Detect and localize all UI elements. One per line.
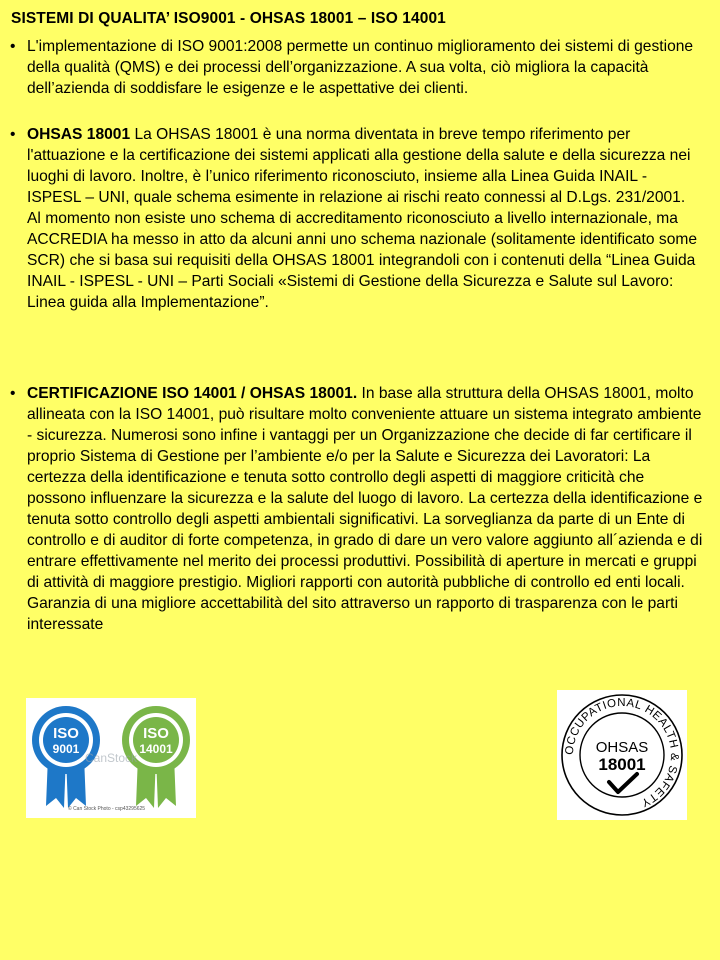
- bullet-dot: •: [10, 126, 16, 143]
- bullet-heading: OHSAS 18001: [27, 126, 131, 143]
- iso-badges-logo: [26, 698, 196, 818]
- bullet-text: [27, 383, 705, 635]
- bullet-body: La OHSAS 18001 è una norma diventata in breve tempo riferimento per l'attuazione e la certificazione dei sistemi applicati alla gestione della salute e della sicurezza nei luoghi di lavoro. Inoltre, è l’unico riferimento riconosciuto, insieme alla Linea Guida INAIL - ISPESL – UNI, quale schema esimente in relazione ai rischi reato connessi al D.Lgs. 231/2001.: [27, 126, 691, 206]
- bullet-dot: •: [10, 385, 16, 402]
- bullet-certificazione: [10, 383, 705, 635]
- bullet-ohsas18001: [10, 124, 705, 313]
- iso-14001-line2: 14001: [139, 742, 173, 756]
- iso-9001-line1: ISO: [53, 725, 79, 742]
- watermark-text: CanStock: [84, 751, 138, 765]
- page-title: SISTEMI DI QUALITA’ ISO9001 - OHSAS 18001 – ISO 14001: [11, 10, 446, 27]
- bullet-body: L'implementazione di ISO 9001:2008 permette un continuo miglioramento dei sistemi di gestione della qualità (QMS) e dei processi dell’organizzazione. A sua volta, ciò migliora la capacità dell’azienda di soddisfare le esigenze e le aspettative dei clienti.: [27, 38, 694, 97]
- bullet-text: [27, 36, 705, 99]
- ohsas-seal-logo: [557, 690, 687, 820]
- ohsas-ring-text: OCCUPATIONAL HEALTH & SAFETY: [563, 696, 681, 809]
- bullet-heading: CERTIFICAZIONE ISO 14001 / OHSAS 18001.: [27, 385, 358, 402]
- iso-badges-image: [26, 698, 196, 818]
- check-icon: [609, 774, 637, 792]
- bullet-body: In base alla struttura della OHSAS 18001, molto allineata con la ISO 14001, può risultare molto conveniente attuare un sistema integrato ambiente - sicurezza. Numerosi sono infine i vantaggi per un Organizzazione che decide di far certificare il proprio Sistema di Gestione per l’ambiente e/o per la Salute e Sicurezza dei Lavoratori: La certezza della identificazione e tenuta sotto controllo degli aspetti di maggiore criticità che possono influenzare la sicurezza e la salute del luogo di lavoro. La certezza della identificazione e tenuta sotto controllo degli aspetti ambientali significativi. La sorveglianza da parte di un Ente di controllo e di auditor di forte competenza, in grado di dare un vero valore aggiunto all´azienda e di entrare effettivamente nel merito dei processi produttivi. Possibilità di aperture in mercati e gruppi di attività di maggiore prestigio. Migliori rapporti con autorità pubbliche di controllo ed enti locali. Garanzia di una migliore accettabilità del sito attraverso un rapporto di trasparenza con le parti interessate: [27, 385, 703, 633]
- image-credit: © Can Stock Photo - csp43295625: [68, 806, 146, 812]
- ohsas-line1: OHSAS: [595, 739, 649, 756]
- bullet-text: [27, 124, 705, 313]
- bullet-body-continued: Al momento non esiste uno schema di accreditamento riconosciuto a livello internazionale, ma ACCREDIA ha messo in atto da alcuni anni uno schema nazionale (solitamente identificato some SCR) che si basa sui requisiti della OHSAS 18001 integrandoli con i contenuti della “Linea Guida INAIL - ISPESL - UNI – Parti Sociali «Sistemi di Gestione della Sicurezza e Salute sul Lavoro: Linea guida alla Implementazione”.: [27, 210, 698, 311]
- bullet-dot: •: [10, 38, 16, 55]
- bullet-iso9001: [10, 36, 705, 99]
- iso-9001-line2: 9001: [52, 742, 80, 756]
- ohsas-line2: 18001: [598, 755, 646, 774]
- iso-14001-line1: ISO: [143, 725, 169, 742]
- ohsas-seal-image: [557, 690, 687, 820]
